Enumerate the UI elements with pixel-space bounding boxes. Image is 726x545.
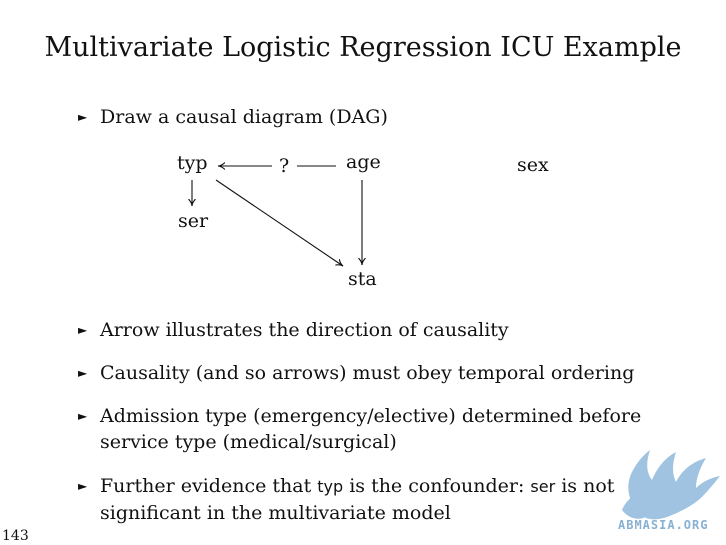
bullet-text-pre: Further evidence that (100, 475, 318, 497)
bullet-text: Arrow illustrates the direction of causality (100, 319, 509, 341)
dag-node-sta: sta (348, 268, 377, 290)
bullet-text-line2: service type (medical/surgical) (100, 431, 397, 453)
bullet-text: Draw a causal diagram (DAG) (100, 106, 388, 128)
bullet-confounder-evidence (78, 473, 658, 526)
slide-title: Multivariate Logistic Regression ICU Example (44, 32, 682, 63)
bullet-text-mid: is the confounder: (343, 475, 531, 497)
watermark-text: ABMASIA.ORG (618, 518, 709, 532)
dag-node-age: age (346, 151, 381, 173)
bullet-marker-icon: ► (78, 479, 88, 493)
page-number: 143 (2, 528, 29, 544)
bullet-arrow-causality (78, 317, 658, 343)
bullet-marker-icon: ► (78, 366, 88, 380)
arrow-typ-to-sta (216, 180, 343, 266)
bullet-marker-icon: ► (78, 110, 88, 124)
dag-node-unknown: ? (279, 155, 290, 177)
dag-node-typ: typ (177, 152, 208, 174)
code-typ: typ (317, 477, 344, 496)
bullet-admission-type (78, 403, 658, 455)
bullet-marker-icon: ► (78, 323, 88, 337)
bullet-temporal-ordering (78, 360, 658, 386)
dag-node-ser: ser (178, 210, 209, 232)
bullet-text-post: is not (555, 475, 615, 497)
bullet-text-line2: significant in the multivariate model (100, 502, 451, 524)
dag-node-sex: sex (517, 154, 549, 176)
bullet-marker-icon: ► (78, 409, 88, 423)
bullet-text (100, 473, 658, 526)
code-ser: ser (530, 477, 556, 496)
bullet-text (100, 403, 658, 455)
bullet-text: Causality (and so arrows) must obey temporal ordering (100, 362, 635, 384)
bullet-text-line1: Admission type (emergency/elective) determined before (100, 405, 642, 427)
